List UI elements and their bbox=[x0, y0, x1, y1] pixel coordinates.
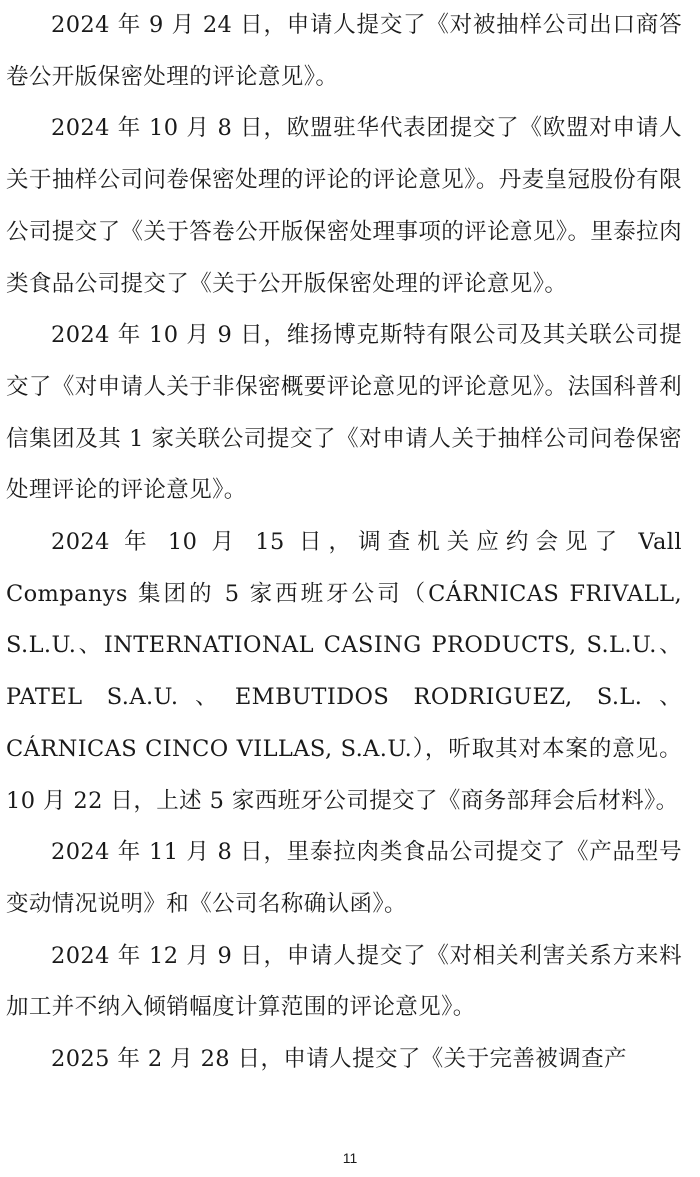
paragraph-2024-11-08: 2024 年 11 月 8 日，里泰拉肉类食品公司提交了《产品型号变动情况说明》和《公司名称确认函》。 bbox=[6, 839, 682, 917]
paragraph-2024-09-24: 2024 年 9 月 24 日，申请人提交了《对被抽样公司出口商答卷公开版保密处理的评论意见》。 bbox=[6, 12, 682, 90]
paragraph-2024-10-08: 2024 年 10 月 8 日，欧盟驻华代表团提交了《欧盟对申请人关于抽样公司问卷保密处理的评论的评论意见》。丹麦皇冠股份有限公司提交了《关于答卷公开版保密处理事项的评论意见》。里泰拉肉类食品公司提交了《关于公开版保密处理的评论意见》。 bbox=[6, 115, 682, 297]
page-number: 11 bbox=[342, 1150, 358, 1166]
paragraph-2025-02-28: 2025 年 2 月 28 日，申请人提交了《关于完善被调查产 bbox=[51, 1046, 627, 1073]
document-body bbox=[6, 0, 682, 1086]
paragraph-2024-10-09: 2024 年 10 月 9 日，维扬博克斯特有限公司及其关联公司提交了《对申请人关于非保密概要评论意见的评论意见》。法国科普利信集团及其 1 家关联公司提交了《对申请人关于抽样公司问卷保密处理评论的评论意见》。 bbox=[6, 322, 682, 504]
paragraph-2024-10-15: 2024 年 10 月 15 日，调查机关应约会见了 Vall Companys 集团的 5 家西班牙公司（CÁRNICAS FRIVALL, S.L.U.、INTERNATIONAL CASING PRODUCTS, S.L.U.、PATEL S.A.U.、EMBUTIDOS RODRIGUEZ, S.L.、CÁRNICAS CINCO VILLAS, S.A.U.），听取其对本案的意见。10 月 22 日，上述 5 家西班牙公司提交了《商务部拜会后材料》。 bbox=[6, 529, 682, 814]
paragraph-2024-12-09: 2024 年 12 月 9 日，申请人提交了《对相关利害关系方来料加工并不纳入倾销幅度计算范围的评论意见》。 bbox=[6, 942, 682, 1021]
